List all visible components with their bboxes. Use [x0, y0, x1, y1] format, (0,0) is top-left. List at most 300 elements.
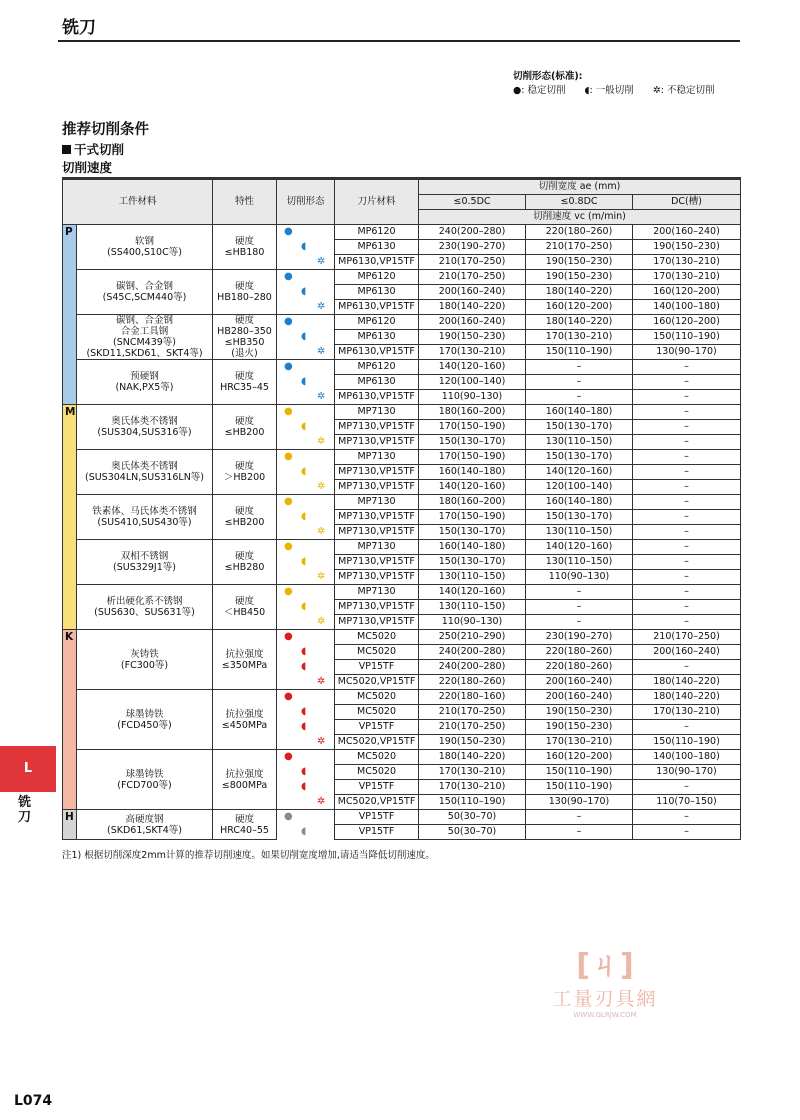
- insert-grade: MP7130,VP15TF: [335, 510, 419, 525]
- cutting-form-cell: [277, 645, 335, 660]
- insert-grade: MP7130: [335, 450, 419, 465]
- speed-value: –: [633, 570, 741, 585]
- watermark: [535, 940, 675, 1019]
- speed-value: 170(150–190): [419, 420, 526, 435]
- speed-value: 120(100–140): [526, 480, 633, 495]
- material-line: 析出硬化系不锈钢: [106, 596, 183, 607]
- table-row: [63, 810, 741, 825]
- speed-value: –: [633, 450, 741, 465]
- property-cell: [213, 540, 277, 585]
- speed-value: 180(140–220): [633, 690, 741, 705]
- subtitle-text: 干式切削: [74, 142, 125, 157]
- property-line: ＜HB450: [223, 607, 266, 618]
- speed-value: 180(140–220): [526, 315, 633, 330]
- speed-value: –: [526, 585, 633, 600]
- speed-value: 130(110–150): [526, 525, 633, 540]
- material-line: (FCD450等): [117, 719, 172, 731]
- square-bullet-icon: [62, 145, 71, 154]
- speed-value: 140(120–160): [419, 480, 526, 495]
- speed-value: 170(150–190): [419, 450, 526, 465]
- speed-value: 160(120–200): [633, 285, 741, 300]
- speed-value: 110(90–130): [526, 570, 633, 585]
- speed-value: 140(100–180): [633, 750, 741, 765]
- speed-value: 150(110–190): [633, 330, 741, 345]
- cutting-form-cell: [277, 600, 335, 615]
- speed-value: –: [633, 420, 741, 435]
- speed-value: 150(110–190): [419, 795, 526, 810]
- property-cell: [213, 450, 277, 495]
- unstable-cut-icon: ✲: [317, 795, 326, 807]
- header-w2: ≤0.8DC: [526, 195, 633, 210]
- header-cut-width: 切削宽度 ae (mm): [419, 179, 741, 195]
- speed-value: 170(130–210): [419, 765, 526, 780]
- speed-value: 200(160–240): [633, 645, 741, 660]
- material-cell: [77, 750, 213, 810]
- speed-value: 160(140–180): [526, 405, 633, 420]
- insert-grade: MC5020: [335, 750, 419, 765]
- property-line: 硬度: [235, 551, 255, 562]
- insert-grade: MP7130: [335, 540, 419, 555]
- insert-grade: VP15TF: [335, 660, 419, 675]
- speed-value: 160(120–200): [526, 750, 633, 765]
- speed-value: 170(130–210): [419, 780, 526, 795]
- unstable-cut-icon: ✲: [317, 570, 326, 582]
- stable-cut-icon: ●: [284, 406, 293, 417]
- speed-value: 150(110–190): [526, 780, 633, 795]
- section-speed-title: 切削速度: [62, 160, 113, 175]
- speed-value: 200(160–240): [419, 285, 526, 300]
- material-line: (FCD700等): [117, 779, 172, 791]
- cutting-form-cell: [277, 750, 335, 765]
- property-line: 硬度: [235, 596, 255, 607]
- cutting-form-cell: [277, 555, 335, 570]
- speed-value: 170(130–210): [633, 270, 741, 285]
- speed-value: 130(110–150): [526, 555, 633, 570]
- category-K: K: [63, 630, 77, 810]
- stable-cut-icon: ●: [284, 631, 293, 642]
- speed-value: 210(170–250): [419, 705, 526, 720]
- speed-value: 130(110–150): [419, 600, 526, 615]
- speed-value: –: [633, 510, 741, 525]
- property-line: ＞HB200: [223, 472, 266, 483]
- table-row: [63, 450, 741, 465]
- property-line: ≤800MPa: [221, 779, 268, 791]
- speed-value: –: [526, 375, 633, 390]
- insert-grade: MP7130,VP15TF: [335, 555, 419, 570]
- material-line: 碳钢、合金钢: [116, 315, 174, 326]
- speed-value: 180(140–220): [419, 750, 526, 765]
- insert-grade: VP15TF: [335, 810, 419, 825]
- cutting-form-cell: [277, 270, 335, 285]
- insert-grade: MP6130: [335, 375, 419, 390]
- speed-value: 150(110–190): [526, 765, 633, 780]
- speed-value: 160(140–180): [526, 495, 633, 510]
- speed-value: 160(120–200): [526, 300, 633, 315]
- insert-grade: MP6120: [335, 270, 419, 285]
- speed-value: –: [633, 390, 741, 405]
- insert-grade: MC5020,VP15TF: [335, 735, 419, 750]
- material-cell: [77, 540, 213, 585]
- watermark-logo-icon: [ㄐ]: [576, 948, 634, 983]
- speed-value: 220(180–260): [526, 225, 633, 240]
- property-cell: [213, 225, 277, 270]
- speed-value: 210(170–250): [526, 240, 633, 255]
- table-row: [63, 750, 741, 765]
- cutting-form-cell: [277, 465, 335, 480]
- header-property: 特性: [213, 179, 277, 225]
- material-cell: [77, 630, 213, 690]
- insert-grade: MP7130,VP15TF: [335, 570, 419, 585]
- speed-value: –: [526, 600, 633, 615]
- speed-value: –: [633, 540, 741, 555]
- cutting-form-cell: [277, 255, 335, 270]
- property-cell: [213, 360, 277, 405]
- speed-value: 160(140–180): [419, 540, 526, 555]
- property-line: ≤HB180: [224, 247, 265, 258]
- stable-cut-icon: ●: [284, 751, 293, 762]
- insert-grade: MC5020,VP15TF: [335, 795, 419, 810]
- table-row: [63, 540, 741, 555]
- speed-value: 140(100–180): [633, 300, 741, 315]
- material-line: 软钢: [135, 236, 155, 247]
- speed-value: 170(150–190): [419, 510, 526, 525]
- cutting-form-cell: [277, 360, 335, 375]
- general-cut-icon: ◖: [301, 765, 307, 777]
- cutting-form-cell: [277, 735, 335, 750]
- cutting-form-cell: [277, 615, 335, 630]
- speed-value: 210(170–250): [419, 720, 526, 735]
- material-line: (SKD11,SKD61、SKT4等): [86, 348, 203, 359]
- speed-value: –: [633, 360, 741, 375]
- material-line: 预硬钢: [130, 371, 159, 382]
- section-title: 推荐切削条件: [62, 122, 149, 138]
- property-cell: [213, 810, 277, 840]
- material-cell: [77, 315, 213, 360]
- speed-value: –: [633, 375, 741, 390]
- speed-value: 140(120–160): [526, 465, 633, 480]
- table-row: [63, 495, 741, 510]
- speed-value: 170(130–210): [633, 255, 741, 270]
- speed-value: 140(120–160): [526, 540, 633, 555]
- speed-value: –: [633, 600, 741, 615]
- speed-value: –: [526, 615, 633, 630]
- property-line: (退火): [231, 348, 258, 359]
- speed-value: 190(150–230): [419, 330, 526, 345]
- speed-value: 150(130–170): [526, 510, 633, 525]
- property-line: HB280–350: [217, 326, 272, 337]
- page-header-title: 铣刀: [62, 18, 96, 38]
- header-form: 切削形态: [277, 179, 335, 225]
- speed-value: 210(170–250): [633, 630, 741, 645]
- insert-grade: MC5020,VP15TF: [335, 675, 419, 690]
- material-line: 碳钢、合金钢: [116, 281, 174, 292]
- material-cell: [77, 270, 213, 315]
- speed-value: 190(150–230): [526, 255, 633, 270]
- property-line: 硬度: [235, 461, 255, 472]
- legend-unstable: ✲: 不稳定切削: [652, 85, 715, 96]
- cutting-form-cell: [277, 810, 335, 825]
- cutting-form-cell: [277, 390, 335, 405]
- table-row: [63, 585, 741, 600]
- speed-value: 130(110–150): [526, 435, 633, 450]
- category-M: M: [63, 405, 77, 630]
- property-line: ≤HB280: [224, 562, 265, 573]
- material-line: 灰铸铁: [130, 648, 159, 660]
- insert-grade: MP6130,VP15TF: [335, 255, 419, 270]
- property-line: HB180–280: [217, 292, 272, 303]
- header-vc: 切削速度 vc (m/min): [419, 210, 741, 225]
- speed-value: 180(140–220): [633, 675, 741, 690]
- insert-grade: MP6120: [335, 315, 419, 330]
- property-cell: [213, 270, 277, 315]
- insert-grade: MP6130: [335, 330, 419, 345]
- speed-value: –: [633, 585, 741, 600]
- material-cell: [77, 585, 213, 630]
- legend-general: ◖: 一般切削: [584, 85, 634, 96]
- speed-value: –: [633, 525, 741, 540]
- general-cut-icon: ◖: [301, 780, 307, 792]
- cutting-form-cell: [277, 540, 335, 555]
- side-tab-letter: L: [0, 746, 56, 792]
- general-cut-icon: ◖: [301, 285, 307, 297]
- property-cell: [213, 315, 277, 360]
- cutting-form-cell: [277, 705, 335, 720]
- stable-cut-icon: ●: [284, 361, 293, 372]
- speed-value: 150(130–170): [526, 450, 633, 465]
- property-cell: [213, 630, 277, 690]
- speed-value: 190(150–230): [419, 735, 526, 750]
- speed-value: 150(130–170): [526, 420, 633, 435]
- speed-value: 240(200–280): [419, 660, 526, 675]
- insert-grade: MP7130,VP15TF: [335, 600, 419, 615]
- speed-value: 200(160–240): [633, 225, 741, 240]
- speed-value: 230(190–270): [419, 240, 526, 255]
- cutting-conditions-table: [62, 177, 741, 840]
- general-cut-icon: ◖: [301, 240, 307, 252]
- speed-value: 130(110–150): [419, 570, 526, 585]
- insert-grade: MP6130,VP15TF: [335, 390, 419, 405]
- side-tab-label: 铣刀: [18, 795, 32, 825]
- cutting-form-cell: [277, 720, 335, 735]
- insert-grade: MP7130: [335, 405, 419, 420]
- header-insert: 刀片材料: [335, 179, 419, 225]
- speed-value: –: [633, 495, 741, 510]
- table-row: [63, 690, 741, 705]
- cutting-form-cell: [277, 495, 335, 510]
- general-cut-icon: ◖: [301, 510, 307, 522]
- insert-grade: MC5020: [335, 630, 419, 645]
- material-line: 奥氏体类不锈钢: [111, 416, 178, 427]
- stable-cut-icon: ●: [284, 541, 293, 552]
- insert-grade: MP7130: [335, 585, 419, 600]
- cutting-form-cell: [277, 585, 335, 600]
- table-row: [63, 405, 741, 420]
- property-line: ≤HB200: [224, 427, 265, 438]
- general-cut-icon: ◖: [301, 375, 307, 387]
- unstable-cut-icon: ✲: [317, 435, 326, 447]
- general-cut-icon: ◖: [301, 555, 307, 567]
- cutting-form-cell: [277, 825, 335, 840]
- unstable-cut-icon: ✲: [317, 615, 326, 627]
- cutting-form-legend: [513, 70, 715, 98]
- insert-grade: MC5020: [335, 645, 419, 660]
- speed-value: 190(150–230): [526, 270, 633, 285]
- header-w1: ≤0.5DC: [419, 195, 526, 210]
- speed-value: 170(130–210): [526, 330, 633, 345]
- table-row: [63, 360, 741, 375]
- cutting-form-cell: [277, 450, 335, 465]
- material-line: (SUS630、SUS631等): [94, 607, 195, 618]
- general-cut-icon: ◖: [301, 465, 307, 477]
- material-line: (SUS410,SUS430等): [97, 517, 192, 528]
- material-line: (SUS329J1等): [113, 562, 176, 573]
- property-line: ≤HB350: [224, 337, 265, 348]
- property-cell: [213, 585, 277, 630]
- header-rule: [58, 40, 740, 42]
- property-line: 硬度: [235, 315, 255, 326]
- material-cell: [77, 690, 213, 750]
- unstable-cut-icon: ✲: [317, 345, 326, 357]
- speed-value: 190(150–230): [526, 705, 633, 720]
- speed-value: 170(130–210): [419, 345, 526, 360]
- speed-value: 180(160–200): [419, 405, 526, 420]
- speed-value: 150(130–170): [419, 555, 526, 570]
- cutting-form-cell: [277, 660, 335, 675]
- speed-value: 160(140–180): [419, 465, 526, 480]
- unstable-cut-icon: ✲: [317, 300, 326, 312]
- cutting-form-cell: [277, 285, 335, 300]
- property-cell: [213, 495, 277, 540]
- speed-value: 170(130–210): [633, 705, 741, 720]
- property-line: 硬度: [235, 371, 255, 382]
- unstable-cut-icon: ✲: [317, 390, 326, 402]
- cutting-form-cell: [277, 765, 335, 780]
- insert-grade: MP7130,VP15TF: [335, 465, 419, 480]
- speed-value: 50(30–70): [419, 810, 526, 825]
- material-line: 奥氏体类不锈钢: [111, 461, 178, 472]
- speed-value: 140(120–160): [419, 585, 526, 600]
- speed-value: –: [633, 660, 741, 675]
- speed-value: –: [633, 780, 741, 795]
- speed-value: 140(120–160): [419, 360, 526, 375]
- property-line: 硬度: [235, 813, 255, 825]
- speed-value: 240(200–280): [419, 225, 526, 240]
- cutting-form-cell: [277, 405, 335, 420]
- general-cut-icon: ◖: [301, 330, 307, 342]
- material-cell: [77, 405, 213, 450]
- table-row: [63, 225, 741, 240]
- speed-value: 110(70–150): [633, 795, 741, 810]
- material-cell: [77, 225, 213, 270]
- property-line: ≤HB200: [224, 517, 265, 528]
- property-line: 硬度: [235, 236, 255, 247]
- speed-value: 190(150–230): [526, 720, 633, 735]
- material-cell: [77, 810, 213, 840]
- material-line: (SNCM439等): [113, 337, 177, 348]
- stable-cut-icon: ●: [284, 226, 293, 237]
- speed-value: 240(200–280): [419, 645, 526, 660]
- speed-value: 180(160–200): [419, 495, 526, 510]
- insert-grade: MP7130,VP15TF: [335, 480, 419, 495]
- legend-title: 切削形态(标准):: [513, 71, 583, 82]
- speed-value: –: [526, 825, 633, 840]
- insert-grade: MP6130,VP15TF: [335, 300, 419, 315]
- general-cut-icon: ◖: [301, 600, 307, 612]
- material-line: 球墨铸铁: [125, 708, 164, 720]
- page-number: L074: [14, 1093, 53, 1109]
- speed-value: 110(90–130): [419, 390, 526, 405]
- general-cut-icon: ◖: [301, 720, 307, 732]
- cutting-form-cell: [277, 240, 335, 255]
- footnote: 注1) 根据切削深度2mm计算的推荐切削速度。如果切削宽度增加,请适当降低切削速度。: [62, 850, 435, 861]
- property-line: 硬度: [235, 506, 255, 517]
- speed-value: –: [633, 405, 741, 420]
- speed-value: 170(130–210): [526, 735, 633, 750]
- cutting-form-cell: [277, 330, 335, 345]
- header-material: 工件材料: [63, 179, 213, 225]
- insert-grade: MC5020: [335, 765, 419, 780]
- cutting-form-cell: [277, 780, 335, 795]
- speed-value: 200(160–240): [526, 690, 633, 705]
- insert-grade: VP15TF: [335, 825, 419, 840]
- material-line: 球墨铸铁: [125, 768, 164, 780]
- speed-value: 130(90–170): [633, 765, 741, 780]
- insert-grade: MP6130,VP15TF: [335, 345, 419, 360]
- insert-grade: MC5020: [335, 705, 419, 720]
- category-P: P: [63, 225, 77, 405]
- speed-value: 150(130–170): [419, 525, 526, 540]
- speed-value: –: [633, 825, 741, 840]
- property-line: ≤350MPa: [221, 659, 268, 671]
- speed-value: –: [633, 615, 741, 630]
- insert-grade: MP7130,VP15TF: [335, 615, 419, 630]
- speed-value: 220(180–260): [526, 645, 633, 660]
- insert-grade: MC5020: [335, 690, 419, 705]
- insert-grade: VP15TF: [335, 780, 419, 795]
- material-line: (S45C,SCM440等): [102, 292, 187, 303]
- cutting-form-cell: [277, 420, 335, 435]
- speed-value: 110(90–130): [419, 615, 526, 630]
- insert-grade: MP7130,VP15TF: [335, 525, 419, 540]
- property-cell: [213, 690, 277, 750]
- speed-value: 120(100–140): [419, 375, 526, 390]
- property-line: 硬度: [235, 281, 255, 292]
- speed-value: 220(180–260): [419, 675, 526, 690]
- speed-value: 150(110–190): [526, 345, 633, 360]
- unstable-cut-icon: ✲: [317, 735, 326, 747]
- stable-cut-icon: ●: [284, 496, 293, 507]
- insert-grade: MP6130: [335, 240, 419, 255]
- speed-value: 150(130–170): [419, 435, 526, 450]
- speed-value: 150(110–190): [633, 735, 741, 750]
- material-line: 铁素体、马氏体类不锈钢: [92, 506, 197, 517]
- property-line: ≤450MPa: [221, 719, 268, 731]
- speed-value: 200(160–240): [526, 675, 633, 690]
- general-cut-icon: ◖: [301, 660, 307, 672]
- property-line: 抗拉强度: [225, 768, 264, 780]
- section-subtitle: [62, 140, 124, 158]
- speed-value: 200(160–240): [419, 315, 526, 330]
- material-cell: [77, 450, 213, 495]
- unstable-cut-icon: ✲: [317, 255, 326, 267]
- property-line: 抗拉强度: [225, 648, 264, 660]
- general-cut-icon: ◖: [301, 705, 307, 717]
- speed-value: –: [526, 810, 633, 825]
- stable-cut-icon: ●: [284, 811, 293, 822]
- speed-value: 160(120–200): [633, 315, 741, 330]
- speed-value: 180(140–220): [419, 300, 526, 315]
- legend-stable: ●: 稳定切削: [513, 85, 566, 96]
